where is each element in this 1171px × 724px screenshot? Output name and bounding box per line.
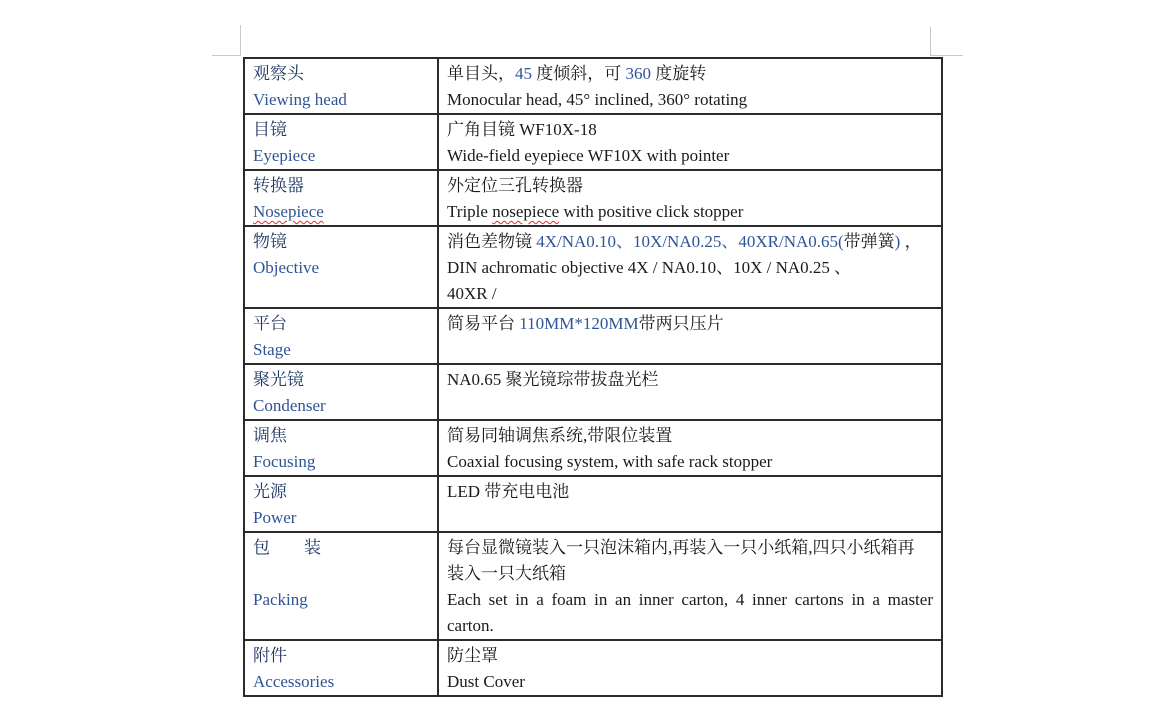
- label-en: Viewing head: [253, 90, 347, 109]
- desc-text: 外定位三孔转换器: [447, 176, 583, 195]
- desc-text: Monocular head, 45° inclined, 360° rotating: [447, 90, 748, 109]
- label-en: Power: [253, 508, 297, 527]
- label-cell: [244, 114, 438, 170]
- desc-text: 45: [515, 64, 532, 83]
- table-row: [244, 114, 942, 170]
- desc-text: 简易平台: [447, 314, 520, 333]
- desc-line-cn: [447, 117, 933, 143]
- desc-line-en: [447, 587, 933, 613]
- desc-text: 防尘罩: [447, 646, 498, 665]
- desc-text: Dust Cover: [447, 672, 525, 691]
- table-row: [244, 364, 942, 420]
- desc-text: DIN achromatic objective 4X / NA0.10、10X / NA0.25 、: [447, 258, 852, 277]
- label-en: Focusing: [253, 452, 316, 471]
- desc-line-cn: [447, 61, 933, 87]
- desc-line-cn: [447, 643, 933, 669]
- desc-text: Triple: [447, 202, 493, 221]
- desc-cell: [438, 114, 942, 170]
- table-row: [244, 226, 942, 308]
- label-en: Packing: [253, 590, 308, 609]
- desc-text: nosepiece: [492, 202, 560, 221]
- label-cn: 包 装: [253, 538, 321, 557]
- desc-line-cn: [447, 367, 933, 393]
- label-cell: [244, 170, 438, 226]
- table-row: [244, 640, 942, 696]
- desc-cell: [438, 640, 942, 696]
- desc-text: 装入一只大纸箱: [447, 564, 566, 583]
- label-cn: 附件: [253, 646, 287, 665]
- label-cn: 光源: [253, 482, 287, 501]
- label-cell: [244, 476, 438, 532]
- crop-mark-top-left-horizontal: [212, 55, 240, 56]
- desc-cell: [438, 170, 942, 226]
- label-cn: 物镜: [253, 232, 287, 251]
- table-row: [244, 476, 942, 532]
- desc-line-cn: [447, 229, 933, 255]
- label-cell: [244, 58, 438, 114]
- label-en: Condenser: [253, 396, 326, 415]
- label-cn: 目镜: [253, 120, 287, 139]
- label-cn: 平台: [253, 314, 287, 333]
- label-cell: [244, 420, 438, 476]
- crop-mark-top-left-vertical: [240, 25, 241, 56]
- desc-text: Wide-field eyepiece WF10X with pointer: [447, 146, 730, 165]
- desc-line-en: [447, 613, 933, 639]
- desc-text: Coaxial focusing system, with safe rack stopper: [447, 452, 773, 471]
- table-row: [244, 170, 942, 226]
- desc-line-cn: [447, 561, 933, 587]
- table-row: [244, 308, 942, 364]
- desc-text: 度旋转: [651, 64, 707, 83]
- desc-cell: [438, 226, 942, 308]
- desc-text: 带两只压片: [638, 314, 724, 333]
- desc-cell: [438, 308, 942, 364]
- desc-line-cn: [447, 311, 933, 337]
- desc-line-cn: [447, 479, 933, 505]
- desc-cell: [438, 58, 942, 114]
- desc-text: ，: [900, 232, 922, 251]
- label-en: Eyepiece: [253, 146, 316, 165]
- label-cn: 观察头: [253, 64, 304, 83]
- desc-line-cn: [447, 535, 933, 561]
- table-row: [244, 532, 942, 640]
- desc-cell: [438, 420, 942, 476]
- desc-text: carton.: [447, 616, 494, 635]
- desc-text: 简易同轴调焦系统,带限位装置: [447, 426, 673, 445]
- table-row: [244, 420, 942, 476]
- label-cn: 转换器: [253, 176, 304, 195]
- label-en: Accessories: [253, 672, 335, 691]
- label-cell: [244, 532, 438, 640]
- table-row: [244, 58, 942, 114]
- desc-line-en: [447, 255, 933, 281]
- desc-text: NA0.65 聚光镜琮带拔盘光栏: [447, 370, 659, 389]
- desc-line-en: [447, 449, 933, 475]
- desc-line-en: [447, 199, 933, 225]
- desc-text: 4X/NA0.10、10X/NA0.25、40XR/NA0.65(: [536, 232, 844, 251]
- desc-text: 消色差物镜: [447, 232, 537, 251]
- label-cell: [244, 364, 438, 420]
- desc-cell: [438, 532, 942, 640]
- desc-line-en: [447, 143, 933, 169]
- desc-line-en: [447, 281, 933, 307]
- desc-text: 360: [625, 64, 651, 83]
- label-cell: [244, 308, 438, 364]
- desc-text: 度倾斜，可: [532, 64, 626, 83]
- desc-text: 广角目镜 WF10X-18: [447, 120, 597, 139]
- desc-text: with positive click stopper: [559, 202, 744, 221]
- label-cn: 聚光镜: [253, 370, 304, 389]
- crop-mark-top-right-vertical: [930, 27, 931, 56]
- label-cell: [244, 640, 438, 696]
- label-en: Nosepiece: [253, 202, 324, 221]
- desc-text: ): [894, 232, 901, 251]
- desc-cell: [438, 364, 942, 420]
- desc-text: 每台显微镜装入一只泡沫箱内,再装入一只小纸箱,四只小纸箱再: [447, 538, 915, 557]
- desc-line-en: [447, 87, 933, 113]
- desc-text: 110MM*120MM: [519, 314, 639, 333]
- desc-line-cn: [447, 423, 933, 449]
- desc-text: 单目头，: [447, 64, 515, 83]
- desc-text: LED 带充电电池: [447, 482, 570, 501]
- desc-text: 40XR /: [447, 284, 497, 303]
- label-en: Stage: [253, 340, 291, 359]
- desc-cell: [438, 476, 942, 532]
- spec-table: [243, 57, 943, 697]
- label-cn: 调焦: [253, 426, 287, 445]
- label-cell: [244, 226, 438, 308]
- desc-line-en: [447, 669, 933, 695]
- crop-mark-top-right-horizontal: [930, 55, 963, 56]
- desc-line-cn: [447, 173, 933, 199]
- desc-text: 带弹簧: [843, 232, 895, 251]
- desc-text: Each set in a foam in an inner carton, 4 inner cartons in a master: [447, 590, 933, 609]
- label-en: Objective: [253, 258, 320, 277]
